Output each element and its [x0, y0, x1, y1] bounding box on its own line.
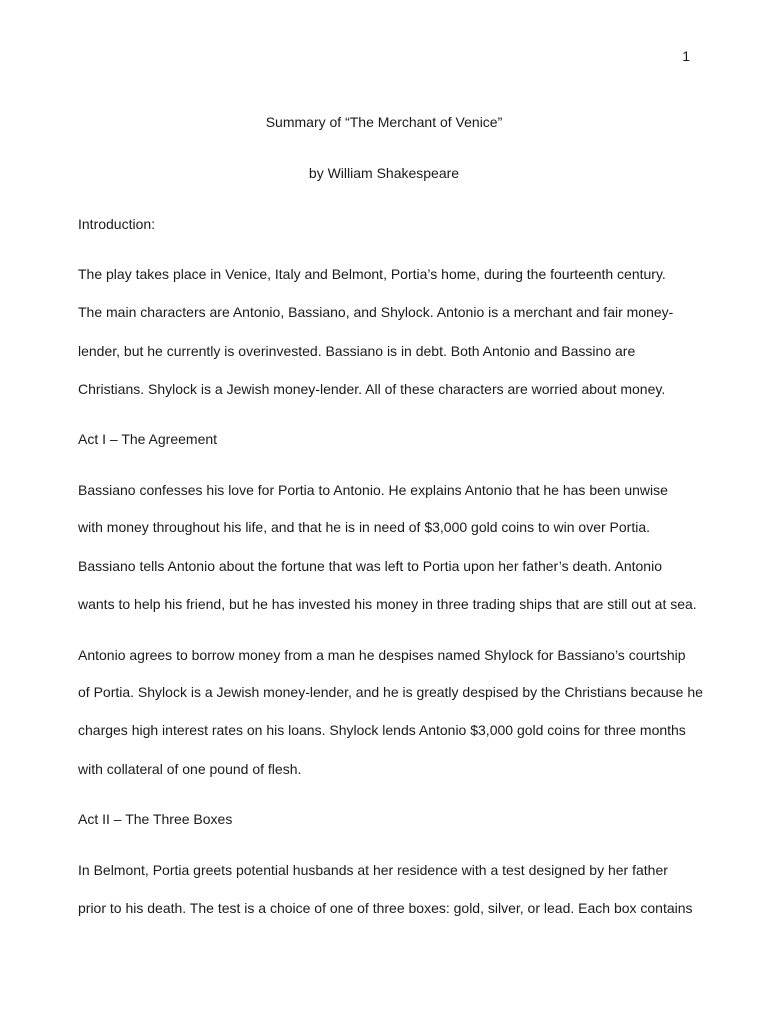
act1-para1-line: wants to help his friend, but he has invested his money in three trading ships that are still out at sea. — [78, 596, 697, 612]
act2-para1-line: In Belmont, Portia greets potential husbands at her residence with a test designed by her father — [78, 862, 668, 878]
intro-line: Christians. Shylock is a Jewish money-lender. All of these characters are worried about money. — [78, 381, 666, 397]
section-heading-act2: Act II – The Three Boxes — [78, 811, 233, 827]
act1-para2-line: of Portia. Shylock is a Jewish money-lender, and he is greatly despised by the Christians because he — [78, 684, 703, 700]
act1-para1-line: Bassiano confesses his love for Portia to Antonio. He explains Antonio that he has been unwise — [78, 482, 668, 498]
act1-para2-line: with collateral of one pound of flesh. — [78, 761, 302, 777]
document-title: Summary of “The Merchant of Venice” — [265, 114, 503, 130]
act1-para1-line: with money throughout his life, and that he is in need of $3,000 gold coins to win over Portia. — [78, 519, 651, 535]
act1-para2-line: Antonio agrees to borrow money from a man he despises named Shylock for Bassiano’s courtship — [78, 647, 686, 663]
intro-line: The play takes place in Venice, Italy and Belmont, Portia’s home, during the fourteenth century. — [78, 266, 666, 282]
document-author: by William Shakespeare — [308, 165, 460, 181]
intro-line: lender, but he currently is overinvested. Bassiano is in debt. Both Antonio and Bassino are — [78, 343, 636, 359]
section-heading-introduction: Introduction: — [78, 216, 156, 232]
page-number: 1 — [682, 48, 690, 64]
act2-para1-line: prior to his death. The test is a choice of one of three boxes: gold, silver, or lead. Each box contains — [78, 900, 693, 916]
act1-para2-line: charges high interest rates on his loans. Shylock lends Antonio $3,000 gold coins for three months — [78, 722, 686, 738]
section-heading-act1: Act I – The Agreement — [78, 431, 218, 447]
act1-para1-line: Bassiano tells Antonio about the fortune that was left to Portia upon her father’s death. Antonio — [78, 558, 662, 574]
intro-line: The main characters are Antonio, Bassiano, and Shylock. Antonio is a merchant and fair money- — [78, 304, 674, 320]
